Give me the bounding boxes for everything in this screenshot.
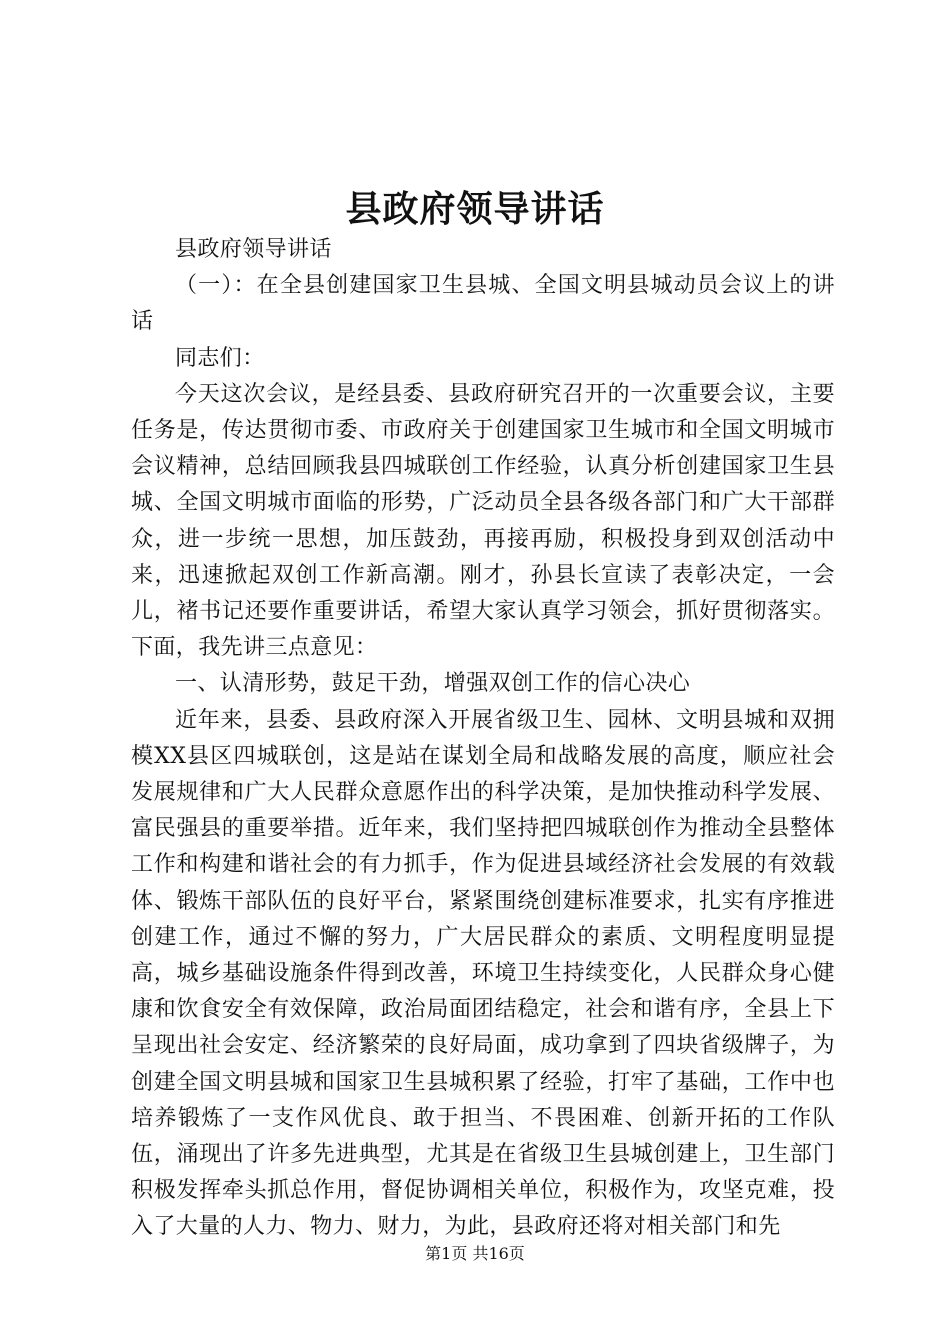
paragraph-subtitle: 县政府领导讲话 (175, 237, 332, 262)
paragraph-intro: 今天这次会议，是经县委、县政府研究召开的一次重要会议，主要任务是，传达贯彻市委、市政府关于创建国家卫生城市和全国文明城市会议精神，总结回顾我县四城联创工作经验，认真分析创建国家卫生县城、全国文明城市面临的形势，广泛动员全县各级各部门和广大干部群众，进一步统一思想，加压鼓劲，再接再励，积极投身到双创活动中来，迅速掀起双创工作新高潮。刚才，孙县长宣读了表彰决定，一会儿，褚书记还要作重要讲话，希望大家认真学习领会，抓好贯彻落实。下面，我先讲三点意见： (131, 381, 835, 661)
paragraph-salutation: 同志们： (175, 345, 265, 371)
document-title: 县政府领导讲话 (345, 188, 605, 230)
document-body (131, 232, 835, 1246)
paragraph-point-one-body: 近年来，县委、县政府深入开展省级卫生、园林、文明县城和双拥模XX县区四城联创，这是站在谋划全局和战略发展的高度，顺应社会发展规律和广大人民群众意愿作出的科学决策，是加快推动科学发展、富民强县的重要举措。近年来，我们坚持把四城联创作为推动全县整体工作和构建和谐社会的有力抓手，作为促进县域经济社会发展的有效载体、锻炼干部队伍的良好平台，紧紧围绕创建标准要求，扎实有序推进创建工作，通过不懈的努力，广大居民群众的素质、文明程度明显提高，城乡基础设施条件得到改善，环境卫生持续变化，人民群众身心健康和饮食安全有效保障，政治局面团结稳定，社会和谐有序，全县上下呈现出社会安定、经济繁荣的良好局面，成功拿到了四块省级牌子，为创建全国文明县城和国家卫生县城积累了经验，打牢了基础，工作中也培养锻炼了一支作风优良、敢于担当、不畏困难、创新开拓的工作队伍，涌现出了许多先进典型，尤其是在省级卫生县城创建上，卫生部门积极发挥牵头抓总作用，督促协调相关单位，积极作为，攻坚克难，投入了大量的人力、物力、财力，为此，县政府还将对相关部门和先 (131, 707, 835, 1240)
page-footer: 第1页 共16页 (425, 1244, 525, 1263)
paragraph-point-one-heading: 一、认清形势，鼓足干劲，增强双创工作的信心决心 (175, 671, 691, 697)
paragraph-section-heading: （一）：在全县创建国家卫生县城、全国文明县城动员会议上的讲话 (131, 273, 835, 335)
